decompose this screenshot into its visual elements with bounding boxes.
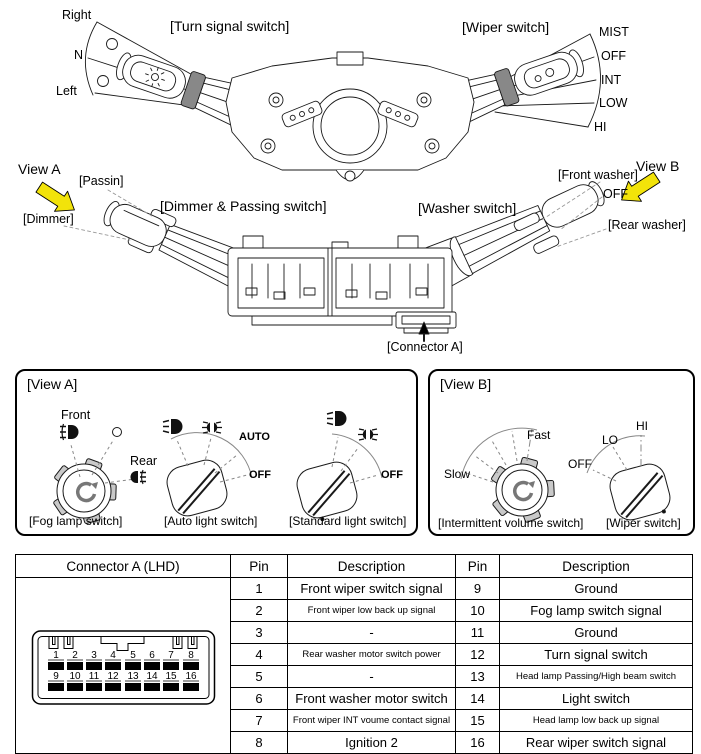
pin-number: 16 xyxy=(456,732,500,754)
auto-off-position-label: OFF xyxy=(249,469,271,481)
wiper-pos-int-label: INT xyxy=(601,73,622,87)
pin-number: 10 xyxy=(456,600,500,622)
intermittent-slow-label: Slow xyxy=(444,467,471,481)
svg-text:11: 11 xyxy=(88,670,99,682)
pin-number: 2 xyxy=(231,600,288,622)
auto-light-switch-knob xyxy=(163,457,230,520)
pin-description: Front wiper switch signal xyxy=(288,578,456,600)
wiper-pos-low-label: LOW xyxy=(599,96,628,110)
intermittent-fast-label: Fast xyxy=(527,428,551,442)
svg-text:4: 4 xyxy=(109,649,116,661)
svg-text:16: 16 xyxy=(184,670,197,682)
table-row xyxy=(16,578,693,600)
table-header-description-right: Description xyxy=(500,555,693,578)
switch-body xyxy=(226,52,474,181)
switch-assembly-diagram xyxy=(0,0,701,362)
wiper-pos-mist-label: MIST xyxy=(599,25,629,39)
pin-number: 15 xyxy=(456,710,500,732)
standard-light-switch-caption: [Standard light switch] xyxy=(289,514,407,528)
wiper-lo-position-label: LO xyxy=(602,433,619,447)
pin-description: Head lamp low back up signal xyxy=(500,710,693,732)
auto-light-switch-caption: [Auto light switch] xyxy=(164,514,258,528)
wiper-hi-position-label: HI xyxy=(636,419,648,433)
position-lamp-icon xyxy=(358,429,378,440)
auto-position-label: AUTO xyxy=(239,431,270,443)
pin-number: 11 xyxy=(456,622,500,644)
pin-number: 3 xyxy=(231,622,288,644)
pin-description: Fog lamp switch signal xyxy=(500,600,693,622)
pin-description: Ground xyxy=(500,622,693,644)
svg-text:9: 9 xyxy=(52,670,59,682)
dimmer-label: [Dimmer] xyxy=(23,212,74,226)
intermittent-volume-switch-caption: [Intermittent volume switch] xyxy=(438,516,584,530)
passing-label: [Passin] xyxy=(79,174,124,188)
pin-number: 13 xyxy=(456,666,500,688)
pin-number: 6 xyxy=(231,688,288,710)
svg-text:8: 8 xyxy=(187,649,194,661)
fog-lamp-switch-caption: [Fog lamp switch] xyxy=(29,514,123,528)
wiper-pos-hi-label: HI xyxy=(594,120,607,134)
pin-description: Light switch xyxy=(500,688,693,710)
view-b-panel xyxy=(428,369,695,536)
wiper-switch-label: [Wiper switch] xyxy=(462,19,550,35)
wiper-off-position-label: OFF xyxy=(568,457,592,471)
pin-number: 1 xyxy=(231,578,288,600)
view-a-line-art xyxy=(17,371,416,534)
view-b-panel-title: [View B] xyxy=(440,376,492,392)
fog-front-label: Front xyxy=(61,408,91,422)
svg-text:7: 7 xyxy=(167,649,174,661)
svg-text:10: 10 xyxy=(68,670,81,682)
connector-a-pinout-graphic xyxy=(31,625,216,707)
table-header-description-left: Description xyxy=(288,555,456,578)
connector-a-pin-table xyxy=(15,554,693,754)
svg-text:5: 5 xyxy=(129,649,136,661)
svg-text:3: 3 xyxy=(90,649,97,661)
svg-text:14: 14 xyxy=(145,670,158,682)
pin-description: Head lamp Passing/High beam switch xyxy=(500,666,693,688)
wiper-switch-caption: [Wiper switch] xyxy=(606,516,681,530)
headlamp-icon xyxy=(163,419,183,434)
dimmer-passing-switch-label: [Dimmer & Passing switch] xyxy=(160,198,327,214)
view-b-label: View B xyxy=(636,158,680,174)
turn-signal-switch-label: [Turn signal switch] xyxy=(170,18,290,34)
view-a-panel xyxy=(15,369,418,536)
pin-number: 4 xyxy=(231,644,288,666)
svg-text:15: 15 xyxy=(164,670,177,682)
pin-description: Front washer motor switch xyxy=(288,688,456,710)
turn-neutral-label: N xyxy=(74,48,84,62)
pin-number: 5 xyxy=(231,666,288,688)
washer-off-label: OFF xyxy=(603,187,628,201)
position-lamp-icon xyxy=(202,422,222,433)
pin-description: - xyxy=(288,666,456,688)
svg-text:12: 12 xyxy=(106,670,119,682)
table-header-pin-left: Pin xyxy=(231,555,288,578)
view-a-panel-title: [View A] xyxy=(27,376,78,392)
pin-description: Front wiper low back up signal xyxy=(288,600,456,622)
turn-right-label: Right xyxy=(62,8,92,22)
connector-a-pinout-cell xyxy=(16,578,231,754)
standard-off-position-label: OFF xyxy=(381,469,403,481)
table-header-row xyxy=(16,555,693,578)
pin-number: 12 xyxy=(456,644,500,666)
fog-off-position-mark xyxy=(113,428,122,437)
connector-a-label: [Connector A] xyxy=(387,340,463,354)
pin-description: Rear wiper switch signal xyxy=(500,732,693,754)
pin-number: 14 xyxy=(456,688,500,710)
pin-description: Rear washer motor switch power xyxy=(288,644,456,666)
turn-left-label: Left xyxy=(56,84,77,98)
pin-description: - xyxy=(288,622,456,644)
fog-rear-label: Rear xyxy=(130,454,158,468)
table-header-pin-right: Pin xyxy=(456,555,500,578)
view-b-line-art xyxy=(430,371,693,534)
wiper-pos-off-label: OFF xyxy=(601,49,626,63)
pin-number: 9 xyxy=(456,578,500,600)
pin-description: Ignition 2 xyxy=(288,732,456,754)
washer-switch-label: [Washer switch] xyxy=(418,200,517,216)
svg-text:1: 1 xyxy=(52,649,59,661)
front-fog-lamp-icon xyxy=(60,424,79,440)
headlamp-icon xyxy=(327,411,347,426)
svg-text:6: 6 xyxy=(148,649,155,661)
front-washer-label: [Front washer] xyxy=(558,168,638,182)
svg-text:2: 2 xyxy=(71,649,78,661)
pin-description: Front wiper INT voume contact signal xyxy=(288,710,456,732)
view-a-label: View A xyxy=(18,161,61,177)
intermittent-volume-knob xyxy=(491,457,555,523)
pin-number: 8 xyxy=(231,732,288,754)
pin-number: 7 xyxy=(231,710,288,732)
svg-text:13: 13 xyxy=(126,670,139,682)
rear-fog-lamp-icon xyxy=(131,470,147,484)
table-header-connector: Connector A (LHD) xyxy=(16,555,231,578)
rear-washer-label: [Rear washer] xyxy=(608,218,686,232)
switch-base-housing xyxy=(228,236,456,333)
pin-description: Turn signal switch xyxy=(500,644,693,666)
pin-description: Ground xyxy=(500,578,693,600)
